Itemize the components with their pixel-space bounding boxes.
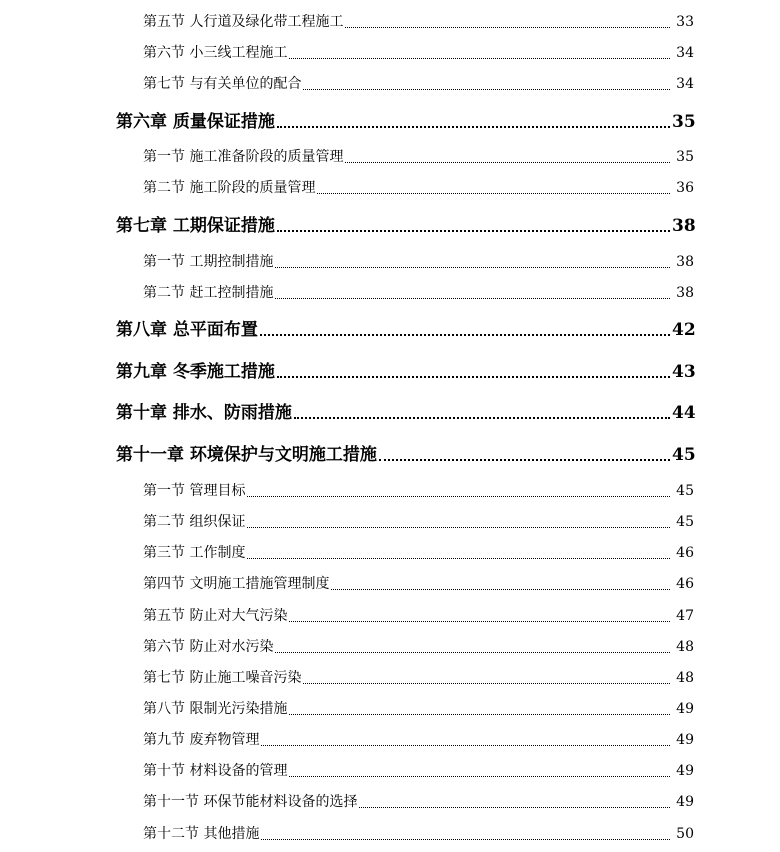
toc-entry-label: 第十节 材料设备的管理: [143, 763, 288, 779]
dot-leader: [303, 89, 670, 90]
toc-entry-page: 35: [672, 112, 696, 132]
toc-entry-page: 45: [676, 483, 694, 499]
toc-entry-section[interactable]: [143, 668, 694, 688]
toc-entry-page: 38: [676, 254, 694, 270]
dot-leader: [303, 683, 670, 684]
dot-leader: [247, 558, 670, 559]
dot-leader: [379, 459, 670, 461]
toc-entry-section[interactable]: [143, 574, 694, 594]
dot-leader: [275, 652, 670, 653]
toc-entry-page: 45: [676, 514, 694, 530]
toc-entry-label: 第十一节 环保节能材料设备的选择: [143, 794, 358, 810]
toc-entry-label: 第六节 防止对水污染: [143, 639, 274, 655]
toc-entry-page: 45: [672, 445, 696, 465]
dot-leader: [294, 417, 670, 419]
toc-entry-section[interactable]: [143, 606, 694, 626]
toc-entry-section[interactable]: [143, 481, 694, 501]
toc-entry-section[interactable]: [143, 283, 694, 303]
dot-leader: [277, 126, 670, 128]
dot-leader: [277, 230, 670, 232]
toc-entry-page: 47: [676, 608, 694, 624]
toc-entry-section[interactable]: [143, 792, 694, 812]
toc-entry-page: 49: [676, 763, 694, 779]
toc-entry-label: 第五节 人行道及绿化带工程施工: [143, 14, 344, 30]
toc-entry-chapter[interactable]: [116, 215, 694, 237]
toc-entry-label: 第二节 赶工控制措施: [143, 285, 274, 301]
toc-entry-label: 第二节 施工阶段的质量管理: [143, 180, 316, 196]
toc-entry-section[interactable]: [143, 730, 694, 750]
toc-entry-section[interactable]: [143, 74, 694, 94]
dot-leader: [345, 162, 670, 163]
toc-entry-section[interactable]: [143, 147, 694, 167]
dot-leader: [331, 589, 670, 590]
toc-entry-page: 43: [672, 362, 696, 382]
dot-leader: [260, 334, 670, 336]
toc-entry-label: 第一节 工期控制措施: [143, 254, 274, 270]
toc-entry-page: 42: [672, 320, 696, 340]
toc-entry-label: 第九节 废弃物管理: [143, 732, 260, 748]
toc-entry-page: 38: [676, 285, 694, 301]
toc-entry-page: 35: [676, 149, 694, 165]
toc-entry-section[interactable]: [143, 699, 694, 719]
toc-entry-page: 50: [676, 826, 694, 842]
toc-entry-label: 第十章 排水、防雨措施: [116, 403, 292, 423]
toc-entry-page: 33: [676, 14, 694, 30]
toc-entry-chapter[interactable]: [116, 111, 694, 133]
toc-entry-label: 第七章 工期保证措施: [116, 216, 275, 236]
toc-entry-section[interactable]: [143, 761, 694, 781]
toc-entry-section[interactable]: [143, 512, 694, 532]
dot-leader: [289, 714, 670, 715]
toc-entry-section[interactable]: [143, 43, 694, 63]
toc-entry-label: 第一节 施工准备阶段的质量管理: [143, 149, 344, 165]
toc-entry-page: 38: [672, 216, 696, 236]
dot-leader: [247, 527, 670, 528]
dot-leader: [289, 621, 670, 622]
toc-entry-page: 48: [676, 670, 694, 686]
toc-entry-section[interactable]: [143, 252, 694, 272]
toc-entry-page: 46: [676, 576, 694, 592]
dot-leader: [261, 745, 670, 746]
toc-entry-page: 49: [676, 794, 694, 810]
toc-entry-label: 第十二节 其他措施: [143, 826, 260, 842]
toc-entry-label: 第八章 总平面布置: [116, 320, 258, 340]
toc-entry-label: 第六节 小三线工程施工: [143, 45, 288, 61]
toc-entry-page: 46: [676, 545, 694, 561]
toc-entry-label: 第一节 管理目标: [143, 483, 246, 499]
toc-entry-chapter[interactable]: [116, 319, 694, 341]
toc-entry-label: 第三节 工作制度: [143, 545, 246, 561]
dot-leader: [289, 776, 670, 777]
toc-entry-section[interactable]: [143, 543, 694, 563]
toc-entry-page: 49: [676, 732, 694, 748]
dot-leader: [317, 193, 670, 194]
toc-entry-label: 第六章 质量保证措施: [116, 112, 275, 132]
toc-entry-label: 第五节 防止对大气污染: [143, 608, 288, 624]
toc-entry-chapter[interactable]: [116, 402, 694, 424]
toc-entry-label: 第二节 组织保证: [143, 514, 246, 530]
toc-entry-label: 第八节 限制光污染措施: [143, 701, 288, 717]
dot-leader: [345, 27, 670, 28]
toc-entry-label: 第七节 与有关单位的配合: [143, 76, 302, 92]
toc-entry-label: 第四节 文明施工措施管理制度: [143, 576, 330, 592]
dot-leader: [261, 839, 670, 840]
toc-entry-page: 34: [676, 76, 694, 92]
toc-entry-label: 第七节 防止施工噪音污染: [143, 670, 302, 686]
toc-entry-section[interactable]: [143, 12, 694, 32]
toc-entry-chapter[interactable]: [116, 444, 694, 466]
dot-leader: [247, 496, 670, 497]
toc-entry-page: 48: [676, 639, 694, 655]
dot-leader: [277, 376, 670, 378]
toc-entry-page: 36: [676, 180, 694, 196]
toc-entry-page: 49: [676, 701, 694, 717]
dot-leader: [289, 58, 670, 59]
toc-entry-section[interactable]: [143, 178, 694, 198]
toc-entry-label: 第九章 冬季施工措施: [116, 362, 275, 382]
dot-leader: [275, 267, 670, 268]
toc-entry-page: 44: [672, 403, 696, 423]
toc-entry-section[interactable]: [143, 637, 694, 657]
dot-leader: [359, 807, 670, 808]
dot-leader: [275, 298, 670, 299]
toc-entry-label: 第十一章 环境保护与文明施工措施: [116, 445, 377, 465]
toc-entry-chapter[interactable]: [116, 361, 694, 383]
toc-entry-section[interactable]: [143, 824, 694, 844]
toc-entry-page: 34: [676, 45, 694, 61]
